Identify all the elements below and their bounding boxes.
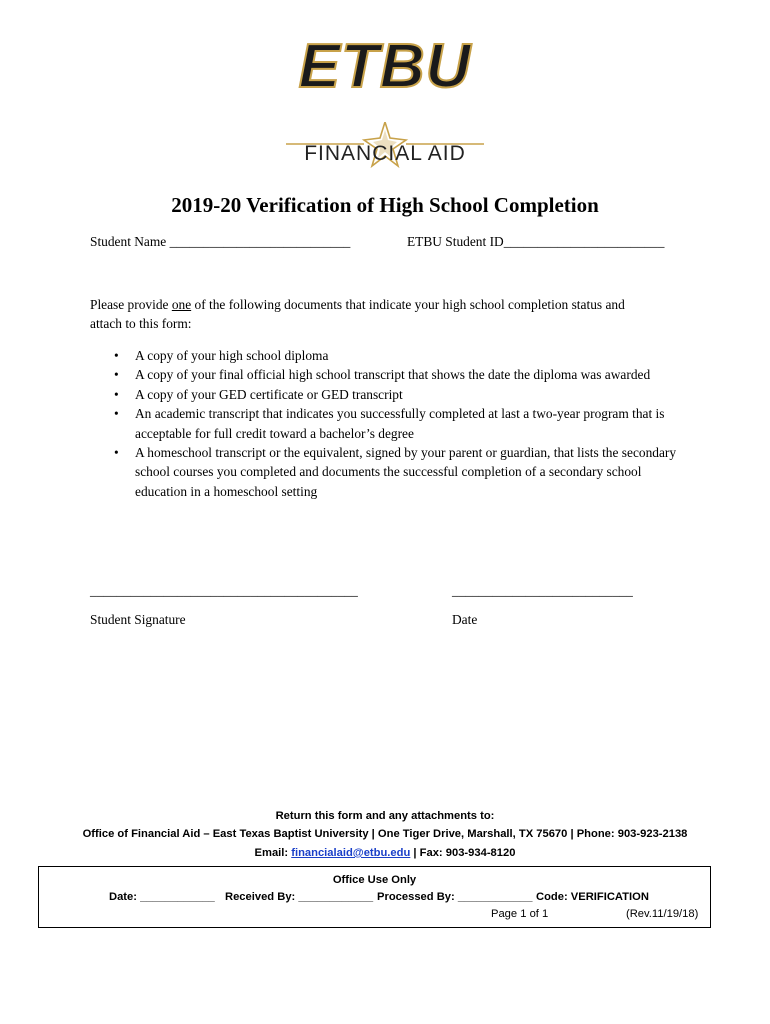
date-line[interactable]: ___________________________ — [452, 583, 633, 598]
student-name-field[interactable]: Student Name ___________________________ — [90, 234, 351, 249]
office-use-box — [38, 866, 711, 928]
fax-text: | Fax: 903-934-8120 — [410, 847, 516, 859]
instructions-before: Please provide — [90, 297, 172, 312]
page-title: 2019-20 Verification of High School Completion — [171, 193, 599, 217]
instructions-line2: attach to this form: — [90, 316, 192, 332]
instructions-after: of the following documents that indicate your high school completion status and — [191, 297, 625, 312]
instructions-emphasis: one — [171, 297, 192, 312]
office-address: Office of Financial Aid – East Texas Baptist University | One Tiger Drive, Marshall, TX 75670 | Phone: 903-923-2138 — [82, 828, 688, 840]
list-item: • A homeschool transcript or the equivalent, signed by your parent or guardian, that lists the secondary school courses you completed and documents the successful completion of a secondary school education in a homeschool setting — [90, 443, 683, 501]
office-use-heading: Office Use Only — [332, 874, 417, 886]
etbu-logo — [280, 32, 490, 168]
return-line: Return this form and any attachments to: — [275, 810, 495, 822]
contact-line — [0, 847, 770, 859]
student-id-field[interactable]: ETBU Student ID________________________ — [407, 234, 665, 249]
office-code: Code: VERIFICATION — [536, 891, 649, 903]
document-list — [90, 346, 690, 501]
office-received-by[interactable]: Received By: ____________ — [225, 891, 374, 903]
office-processed-by[interactable]: Processed By: ____________ — [377, 891, 533, 903]
list-item: • An academic transcript that indicates you successfully completed at last a two-year program that is acceptable for full credit toward a bachelor’s degree — [90, 404, 675, 443]
office-date[interactable]: Date: ____________ — [109, 891, 215, 903]
date-label: Date — [452, 612, 478, 627]
email-link[interactable]: financialaid@etbu.edu — [291, 847, 411, 859]
revision-date: (Rev.11/19/18) — [626, 908, 699, 920]
list-item: • A copy of your high school diploma — [90, 346, 690, 365]
instructions — [90, 295, 690, 334]
logo-wordmark: ETBU — [298, 32, 472, 101]
logo-subtitle: FINANCIAL AID — [304, 142, 466, 165]
signature-line[interactable]: ________________________________________ — [90, 583, 358, 598]
list-item: • A copy of your final official high school transcript that shows the date the diploma was awarded — [90, 365, 690, 384]
signature-label: Student Signature — [90, 612, 186, 627]
email-prefix: Email: — [254, 847, 292, 859]
list-item: • A copy of your GED certificate or GED transcript — [90, 385, 690, 404]
page-number: Page 1 of 1 — [491, 908, 549, 920]
